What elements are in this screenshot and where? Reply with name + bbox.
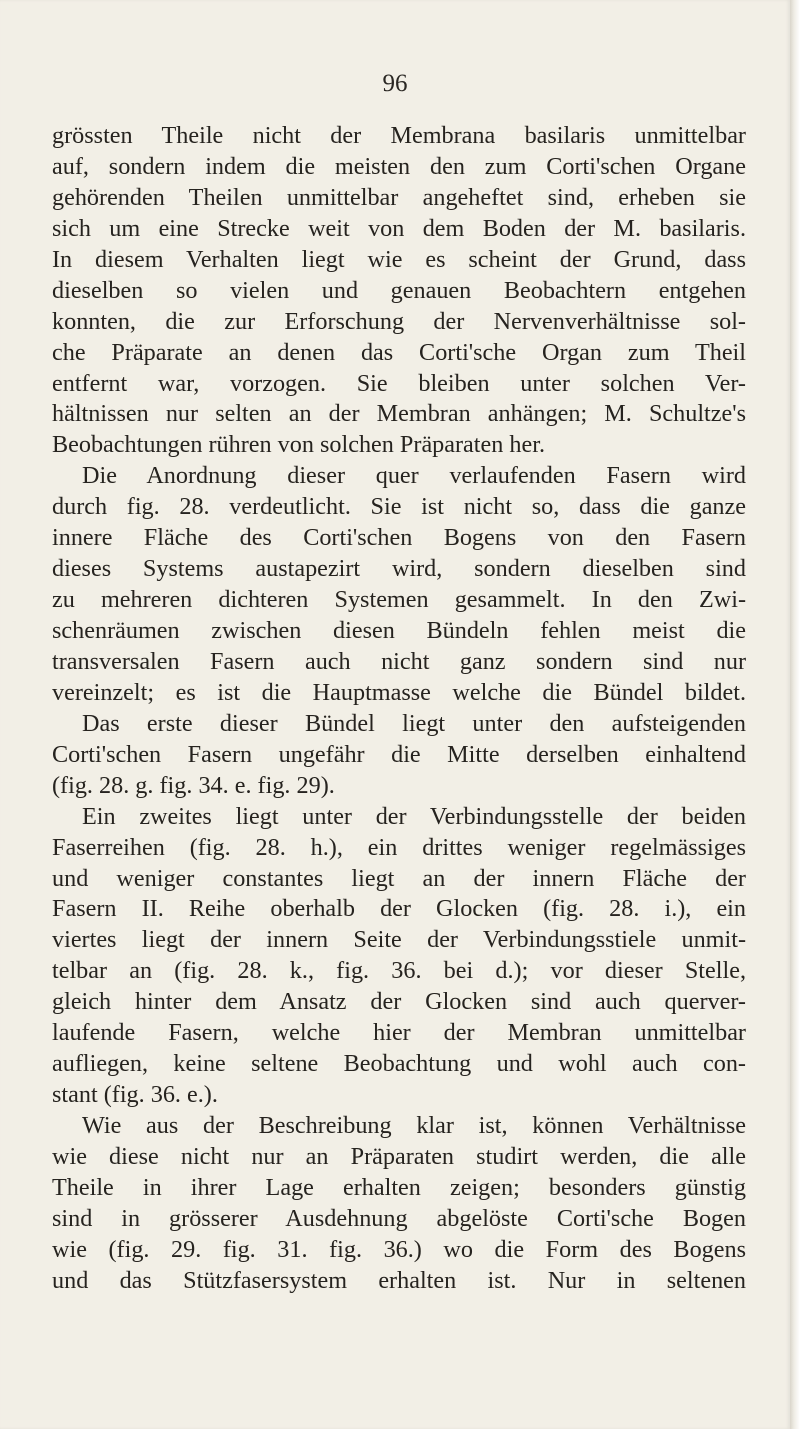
text-line: dieselben so vielen und genauen Beobachtern entgehen bbox=[52, 276, 746, 304]
text-line: Corti'schen Fasern ungefähr die Mitte derselben einhaltend bbox=[52, 740, 746, 768]
text-line: Faserreihen (fig. 28. h.), ein drittes weniger regelmässiges bbox=[52, 833, 746, 861]
text-line: schenräumen zwischen diesen Bündeln fehlen meist die bbox=[52, 617, 746, 644]
text-line: Wie aus der Beschreibung klar ist, können Verhältnisse bbox=[82, 1112, 746, 1139]
text-line: innere Fläche des Corti'schen Bogens von den Fasern bbox=[52, 524, 746, 552]
page-edge bbox=[790, 0, 800, 1429]
text-line: Beobachtungen rühren von solchen Präparaten her. bbox=[52, 431, 545, 459]
text-line: Die Anordnung dieser quer verlaufenden Fasern wird bbox=[82, 462, 746, 490]
text-line: aufliegen, keine seltene Beobachtung und wohl auch con- bbox=[52, 1050, 746, 1078]
body-text bbox=[52, 121, 746, 1297]
text-line: wie (fig. 29. fig. 31. fig. 36.) wo die Form des Bogens bbox=[52, 1235, 746, 1263]
text-line: sind in grösserer Ausdehnung abgelöste Corti'sche Bogen bbox=[52, 1204, 746, 1232]
text-line: (fig. 28. g. fig. 34. e. fig. 29). bbox=[52, 771, 335, 799]
text-line: gehörenden Theilen unmittelbar angeheftet sind, erheben sie bbox=[52, 183, 746, 211]
text-line: vereinzelt; es ist die Hauptmasse welche die Bündel bildet. bbox=[52, 678, 746, 706]
text-line: transversalen Fasern auch nicht ganz sondern sind nur bbox=[52, 647, 746, 675]
page-number: 96 bbox=[382, 70, 408, 97]
text-line: che Präparate an denen das Corti'sche Organ zum Theil bbox=[52, 338, 746, 366]
text-line: Das erste dieser Bündel liegt unter den aufsteigenden bbox=[82, 709, 746, 737]
text-line: In diesem Verhalten liegt wie es scheint der Grund, dass bbox=[52, 245, 746, 273]
text-line: viertes liegt der innern Seite der Verbindungsstiele unmit- bbox=[52, 926, 746, 954]
text-line: dieses Systems austapezirt wird, sondern dieselben sind bbox=[52, 555, 746, 583]
text-line: telbar an (fig. 28. k., fig. 36. bei d.); vor dieser Stelle, bbox=[52, 957, 746, 985]
text-line: und weniger constantes liegt an der innern Fläche der bbox=[52, 864, 746, 892]
text-line: Ein zweites liegt unter der Verbindungsstelle der beiden bbox=[82, 802, 746, 830]
text-line: grössten Theile nicht der Membrana basilaris unmittelbar bbox=[52, 122, 746, 149]
text-line: stant (fig. 36. e.). bbox=[52, 1081, 218, 1109]
text-line: sich um eine Strecke weit von dem Boden der M. basilaris. bbox=[52, 214, 746, 242]
text-line: und das Stützfasersystem erhalten ist. Nur in seltenen bbox=[52, 1266, 746, 1294]
text-line: gleich hinter dem Ansatz der Glocken sind auch querver- bbox=[52, 988, 746, 1016]
text-line: durch fig. 28. verdeutlicht. Sie ist nicht so, dass die ganze bbox=[52, 493, 746, 521]
text-line: zu mehreren dichteren Systemen gesammelt. In den Zwi- bbox=[52, 586, 746, 614]
text-line: Theile in ihrer Lage erhalten zeigen; besonders günstig bbox=[52, 1173, 746, 1201]
text-line: konnten, die zur Erforschung der Nervenverhältnisse sol- bbox=[52, 307, 746, 335]
text-line: wie diese nicht nur an Präparaten studirt werden, die alle bbox=[52, 1142, 746, 1170]
text-line: hältnissen nur selten an der Membran anhängen; M. Schultze's bbox=[52, 400, 746, 428]
text-line: auf, sondern indem die meisten den zum Corti'schen Organe bbox=[52, 152, 746, 180]
text-line: laufende Fasern, welche hier der Membran unmittelbar bbox=[52, 1019, 746, 1047]
text-line: Fasern II. Reihe oberhalb der Glocken (fig. 28. i.), ein bbox=[52, 895, 746, 923]
text-line: entfernt war, vorzogen. Sie bleiben unter solchen Ver- bbox=[52, 369, 746, 397]
